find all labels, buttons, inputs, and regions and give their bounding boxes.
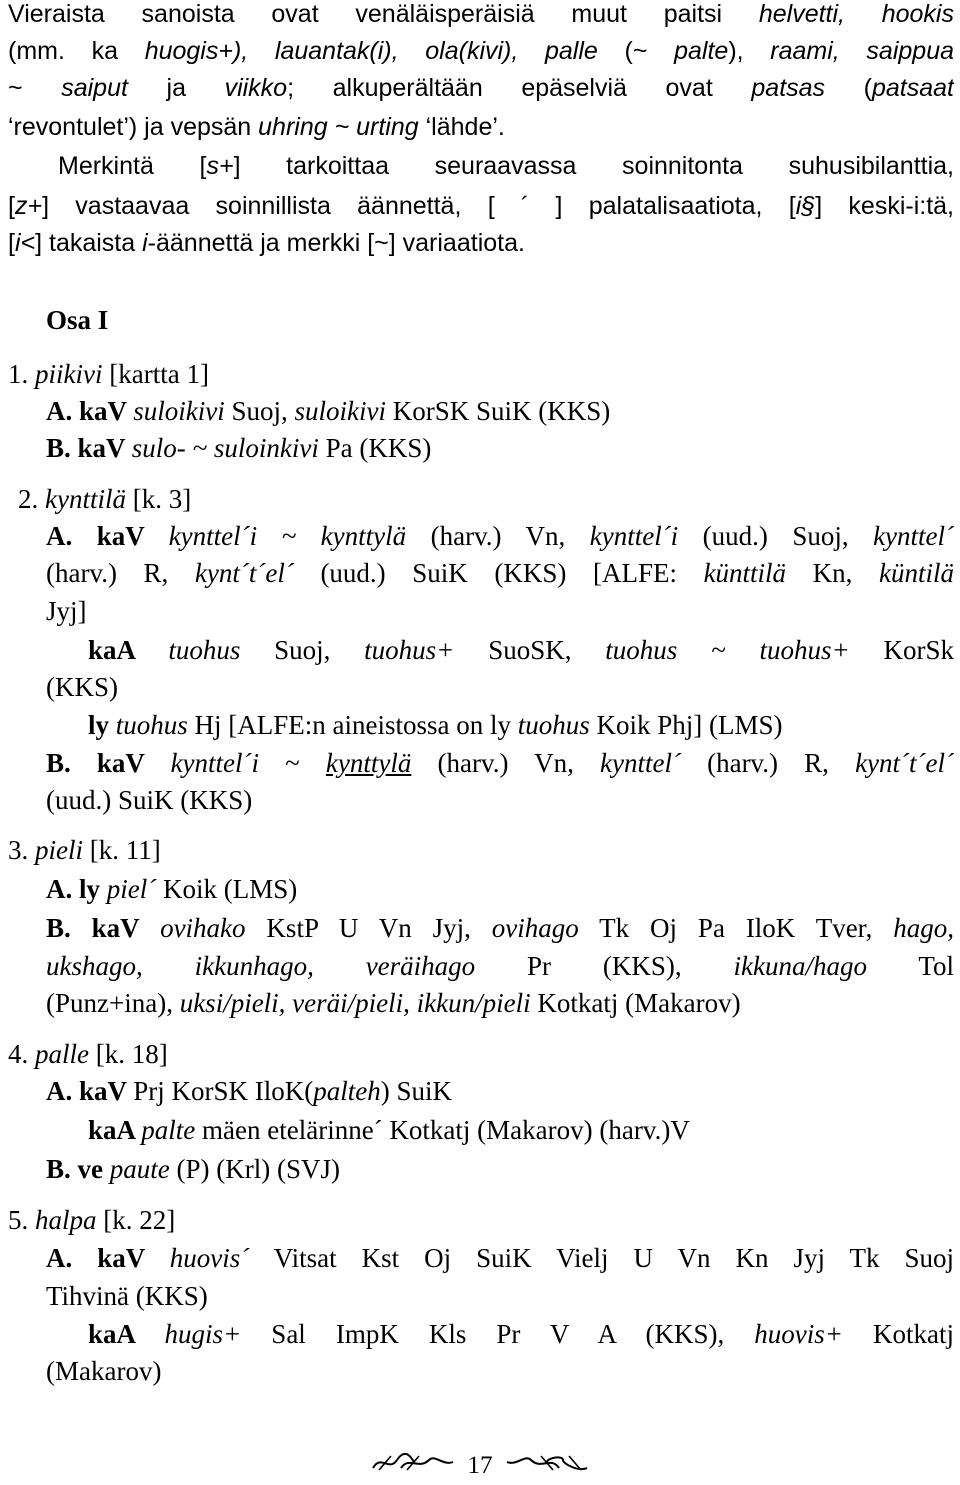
entry-5-kaa-line-1: kaA hugis+ Sal ImpK Kls Pr V A (KKS), huovis+ Kotkatj [88,1319,954,1349]
entry-4-kaa: kaA palte mäen etelärinne´ Kotkatj (Makarov) (harv.)V [88,1115,690,1145]
intro-line-7: [i<] takaista i-äännettä ja merkki [~] variaatiota. [8,229,525,257]
entry-3-variant-b-line-1: B. kaV ovihako KstP U Vn Jyj, ovihago Tk Oj Pa IloK Tver, hago, [46,913,954,943]
entry-3-variant-b-line-3: (Punz+ina), uksi/pieli, veräi/pieli, ikkun/pieli Kotkatj (Makarov) [46,988,741,1018]
intro-line-4: ‘revontulet’) ja vepsän uhring ~ urting ‘lähde’. [8,113,505,141]
page-footer [0,1448,960,1484]
intro-line-3: ~ saiput ja viikko; alkuperältään epäselviä ovat patsas (patsaat [8,74,954,102]
entry-4-variant-a: A. kaV Prj KorSK IloK(palteh) SuiK [46,1076,453,1106]
entry-1-variant-b: B. kaV sulo- ~ suloinkivi Pa (KKS) [46,433,432,463]
entry-5-heading: 5. halpa [k. 22] [8,1205,176,1235]
entry-2-variant-a-line-2: (harv.) R, kynt´t´el´ (uud.) SuiK (KKS) [ALFE: künttilä Kn, küntilä [46,558,954,588]
entry-4-heading: 4. palle [k. 18] [8,1039,168,1069]
entry-2-variant-a-line-1: A. kaV kynttel´i ~ kynttylä (harv.) Vn, kynttel´i (uud.) Suoj, kynttel´ [46,521,954,551]
intro-line-5: Merkintä [s+] tarkoittaa seuraavassa soinnitonta suhusibilanttia, [58,152,954,180]
ornament-left-icon [371,1449,455,1485]
intro-line-2: (mm. ka huogis+), lauantak(i), ola(kivi), palle (~ palte), raami, saippua [8,37,954,65]
entry-2-ly: ly tuohus Hj [ALFE:n aineistossa on ly tuohus Koik Phj] (LMS) [88,710,783,740]
entry-5-variant-a-line-1: A. kaV huovis´ Vitsat Kst Oj SuiK Vielj U Vn Kn Jyj Tk Suoj [46,1243,954,1273]
entry-3-variant-b-line-2: ukshago, ikkunhago, veräihago Pr (KKS), ikkuna/hago Tol [46,951,954,981]
ornament-right-icon [505,1449,589,1485]
entry-5-variant-a-line-2: Tihvinä (KKS) [46,1281,208,1311]
entry-3-heading: 3. pieli [k. 11] [8,835,161,865]
intro-line-6: [z+] vastaavaa soinnillista äännettä, [ ´ ] palatalisaatiota, [i§] keski-i:tä, [8,192,954,220]
entry-1-heading: 1. piikivi [kartta 1] [8,359,209,389]
page-number: 17 [467,1452,493,1479]
entry-2-kaa-line-2: (KKS) [46,672,118,702]
entry-4-variant-b: B. ve paute (P) (Krl) (SVJ) [46,1154,340,1184]
intro-line-1: Vieraista sanoista ovat venäläisperäisiä muut paitsi helvetti, hookis [8,0,954,28]
entry-2-variant-b-line-2: (uud.) SuiK (KKS) [46,785,253,815]
entry-5-kaa-line-2: (Makarov) [46,1356,162,1386]
entry-2-variant-a-line-3: Jyj] [46,596,87,626]
section-title: Osa I [46,305,109,335]
entry-2-heading: 2. kynttilä [k. 3] [18,484,192,514]
entry-1-variant-a: A. kaV suloikivi Suoj, suloikivi KorSK SuiK (KKS) [46,396,611,426]
entry-3-variant-a: A. ly piel´ Koik (LMS) [46,874,298,904]
entry-2-variant-b-line-1: B. kaV kynttel´i ~ kynttylä (harv.) Vn, kynttel´ (harv.) R, kynt´t´el´ [46,748,954,778]
entry-2-kaa-line-1: kaA tuohus Suoj, tuohus+ SuoSK, tuohus ~ tuohus+ KorSk [88,635,954,665]
